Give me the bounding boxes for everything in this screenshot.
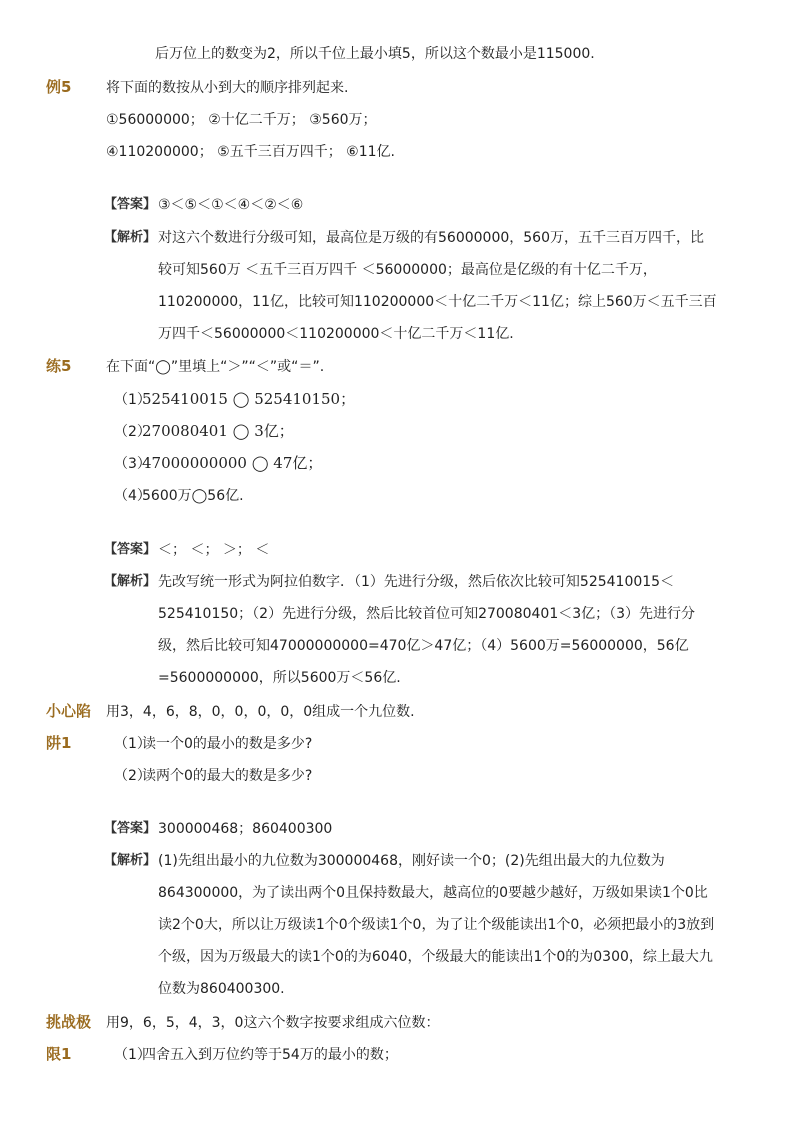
practice-5-item-text: 5600万◯56亿. (142, 488, 244, 504)
practice-5-answer: ＜； ＜； ＞； ＜ (158, 542, 270, 558)
trap-1-analysis-line: (1)先组出最小的九位数为300000468，刚好读一个0；(2)先组出最大的九位数为 (158, 853, 665, 869)
example-5-analysis-line: 较可知560万 ＜五千三百万四千 ＜56000000；最高位是亿级的有十亿二千万， (158, 262, 657, 278)
example-5-analysis-line: 万四千＜56000000＜110200000＜十亿二千万＜11亿. (158, 326, 514, 342)
practice-5-item-text: 525410015 ◯ 525410150； (142, 390, 356, 408)
example-5-answer: ③＜⑤＜①＜④＜②＜⑥ (158, 197, 304, 213)
practice-5-analysis-label: 【解析】 (104, 574, 157, 589)
practice-5-item-number: （2） (114, 424, 151, 440)
trap-1-item-text: 读两个0的最大的数是多少? (142, 768, 313, 784)
trap-1-analysis-line: 位数为860400300. (158, 981, 285, 997)
challenge-1-question: 用9，6，5，4，3，0这六个数字按要求组成六位数： (106, 1015, 440, 1031)
trap-1-answer-label: 【答案】 (104, 821, 157, 836)
trap-1-item-number: （2） (114, 768, 151, 784)
practice-5-item-number: （3） (114, 456, 151, 472)
continuation-text: 后万位上的数变为2，所以千位上最小填5，所以这个数最小是115000. (155, 46, 595, 62)
challenge-1-tag-line-1: 挑战极 (46, 1013, 92, 1031)
practice-5-answer-label: 【答案】 (104, 542, 157, 557)
practice-5-item-number: （1） (114, 392, 151, 408)
trap-1-analysis-line: 读2个0大，所以让万级读1个0个级读1个0，为了让个级能读出1个0，必须把最小的3放到 (158, 917, 715, 933)
trap-1-answer: 300000468；860400300 (158, 821, 333, 837)
practice-5-analysis-line: =5600000000，所以5600万＜56亿. (158, 670, 401, 686)
practice-5-analysis-line: 先改写统一形式为阿拉伯数字．（1）先进行分级，然后依次比较可知525410015＜ (158, 574, 675, 590)
practice-5-question: 在下面“◯”里填上“＞”“＜”或“＝”. (106, 359, 325, 375)
example-5-analysis-line: 对这六个数进行分级可知，最高位是万级的有56000000，560万，五千三百万四千，比 (158, 230, 704, 246)
challenge-1-item-text: 四舍五入到万位约等于54万的最小的数； (142, 1047, 398, 1063)
example-5-question: 将下面的数按从小到大的顺序排列起来. (106, 80, 349, 96)
practice-5-analysis-line: 级，然后比较可知47000000000=470亿＞47亿；（4）5600万=56000000，56亿 (158, 638, 689, 654)
trap-1-tag-line-2: 阱1 (46, 734, 72, 752)
trap-1-tag-line-1: 小心陷 (46, 702, 92, 720)
trap-1-item-text: 读一个0的最小的数是多少? (142, 736, 313, 752)
example-5-analysis-line: 110200000，11亿，比较可知110200000＜十亿二千万＜11亿；综上560万＜五千三百 (158, 294, 717, 310)
practice-5-item-text: 47000000000 ◯ 47亿； (142, 454, 323, 472)
practice-5-tag: 练5 (46, 357, 72, 375)
trap-1-analysis-label: 【解析】 (104, 853, 157, 868)
trap-1-question: 用3，4，6，8，0，0，0，0，0组成一个九位数. (106, 704, 415, 720)
example-5-tag: 例5 (46, 78, 72, 96)
practice-5-item-text: 270080401 ◯ 3亿； (142, 422, 294, 440)
challenge-1-tag-line-2: 限1 (46, 1045, 72, 1063)
example-5-options-row-1: ①56000000； ②十亿二千万； ③560万； (106, 112, 377, 128)
practice-5-analysis-line: 525410150；（2）先进行分级，然后比较首位可知270080401＜3亿；（3）先进行分 (158, 606, 696, 622)
challenge-1-item-number: （1） (114, 1047, 151, 1063)
trap-1-analysis-line: 个级，因为万级最大的读1个0的为6040，个级最大的能读出1个0的为0300，综上最大九 (158, 949, 713, 965)
example-5-analysis-label: 【解析】 (104, 230, 157, 245)
trap-1-item-number: （1） (114, 736, 151, 752)
practice-5-item-number: （4） (114, 488, 151, 504)
example-5-answer-label: 【答案】 (104, 197, 157, 212)
example-5-options-row-2: ④110200000； ⑤五千三百万四千； ⑥11亿. (106, 144, 395, 160)
trap-1-analysis-line: 864300000，为了读出两个0且保持数最大，越高位的0要越少越好，万级如果读1个0比 (158, 885, 708, 901)
